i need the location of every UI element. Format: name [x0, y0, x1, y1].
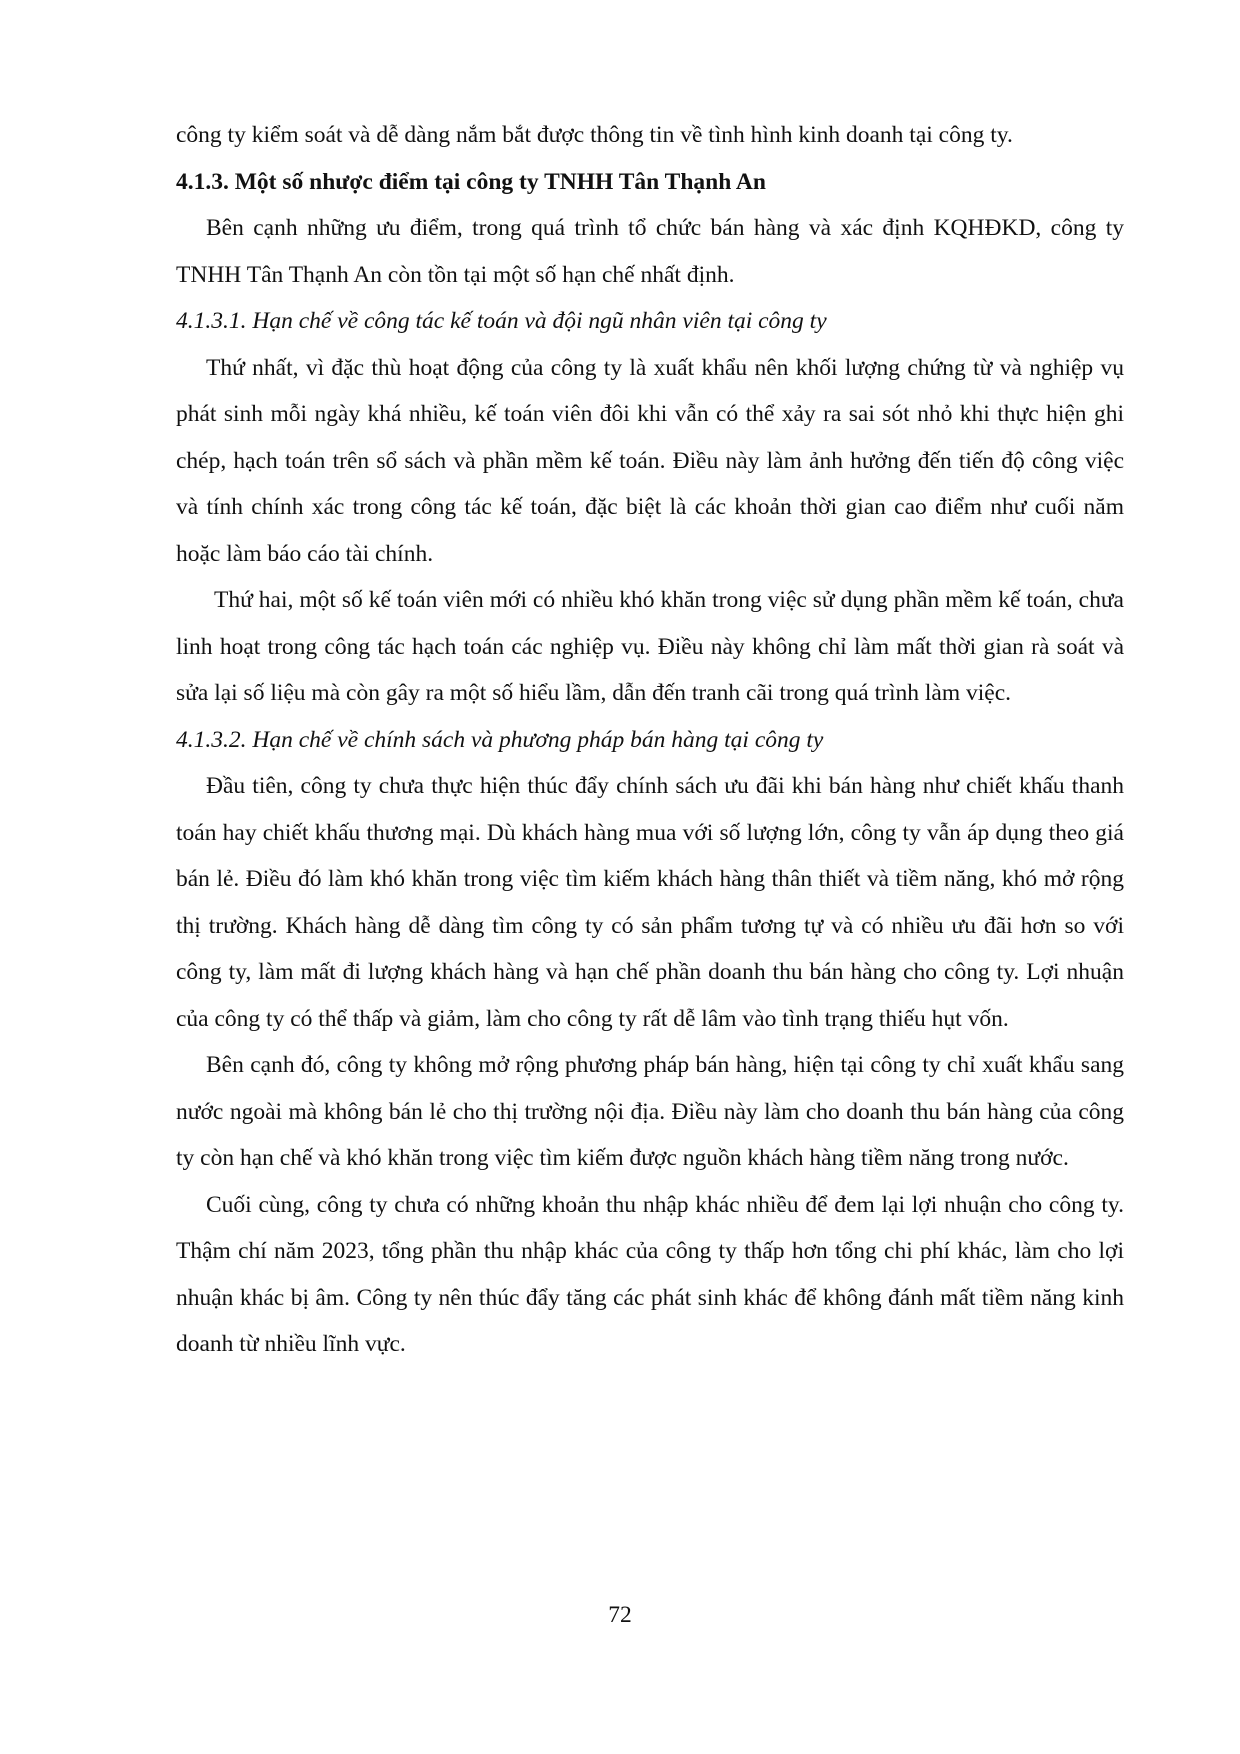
- paragraph-first-point: Thứ nhất, vì đặc thù hoạt động của công ty là xuất khẩu nên khối lượng chứng từ và nghiệp vụ phát sinh mỗi ngày khá nhiều, kế toán viên đôi khi vẫn có thể xảy ra sai sót nhỏ khi thực hiện ghi chép, hạch toán trên sổ sách và phần mềm kế toán. Điều này làm ảnh hưởng đến tiến độ công việc và tính chính xác trong công tác kế toán, đặc biệt là các khoản thời gian cao điểm như cuối năm hoặc làm báo cáo tài chính.: [176, 354, 1124, 567]
- paragraph-continuation: công ty kiểm soát và dễ dàng nắm bắt được thông tin về tình hình kinh doanh tại công ty.: [176, 122, 1013, 148]
- subsection-heading-4-1-3-1: 4.1.3.1. Hạn chế về công tác kế toán và đội ngũ nhân viên tại công ty: [176, 308, 827, 334]
- page-number: 72: [608, 1602, 632, 1628]
- paragraph-other-income: Cuối cùng, công ty chưa có những khoản thu nhập khác nhiều để đem lại lợi nhuận cho công ty. Thậm chí năm 2023, tổng phần thu nhập khác của công ty thấp hơn tổng chi phí khác, làm cho lợi nhuận khác bị âm. Công ty nên thúc đẩy tăng các phát sinh khác để không đánh mất tiềm năng kinh doanh từ nhiều lĩnh vực.: [176, 1191, 1124, 1357]
- paragraph-sales-method: Bên cạnh đó, công ty không mở rộng phương pháp bán hàng, hiện tại công ty chỉ xuất khẩu sang nước ngoài mà không bán lẻ cho thị trường nội địa. Điều này làm cho doanh thu bán hàng của công ty còn hạn chế và khó khăn trong việc tìm kiếm được nguồn khách hàng tiềm năng trong nước.: [176, 1052, 1124, 1171]
- paragraph-second-point: Thứ hai, một số kế toán viên mới có nhiều khó khăn trong việc sử dụng phần mềm kế toán, chưa linh hoạt trong công tác hạch toán các nghiệp vụ. Điều này không chỉ làm mất thời gian rà soát và sửa lại số liệu mà còn gây ra một số hiểu lầm, dẫn đến tranh cãi trong quá trình làm việc.: [176, 587, 1124, 706]
- paragraph-sales-policy: Đầu tiên, công ty chưa thực hiện thúc đẩy chính sách ưu đãi khi bán hàng như chiết khấu thanh toán hay chiết khấu thương mại. Dù khách hàng mua với số lượng lớn, công ty vẫn áp dụng theo giá bán lẻ. Điều đó làm khó khăn trong việc tìm kiếm khách hàng thân thiết và tiềm năng, khó mở rộng thị trường. Khách hàng dễ dàng tìm công ty có sản phẩm tương tự và có nhiều ưu đãi hơn so với công ty, làm mất đi lượng khách hàng và hạn chế phần doanh thu bán hàng cho công ty. Lợi nhuận của công ty có thể thấp và giảm, làm cho công ty rất dễ lâm vào tình trạng thiếu hụt vốn.: [176, 773, 1124, 1032]
- section-heading-4-1-3: 4.1.3. Một số nhược điểm tại công ty TNHH Tân Thạnh An: [176, 168, 766, 195]
- document-body: [176, 112, 1124, 1368]
- paragraph-intro: Bên cạnh những ưu điểm, trong quá trình tổ chức bán hàng và xác định KQHĐKD, công ty TNHH Tân Thạnh An còn tồn tại một số hạn chế nhất định.: [176, 215, 1124, 288]
- subsection-heading-4-1-3-2: 4.1.3.2. Hạn chế về chính sách và phương pháp bán hàng tại công ty: [176, 726, 824, 753]
